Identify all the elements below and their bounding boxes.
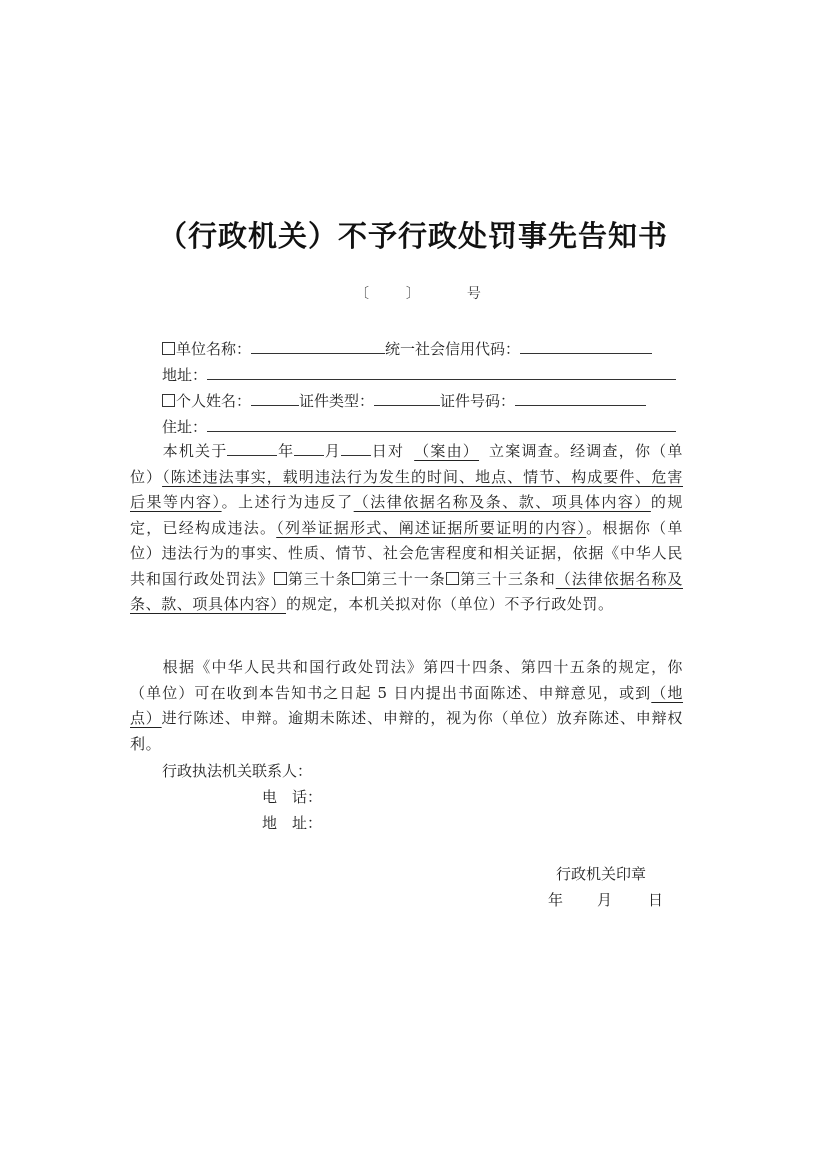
doc-number-open-bracket: 〔 <box>355 286 369 302</box>
month-field[interactable] <box>294 437 324 456</box>
article-31-label: 第三十一条 <box>365 569 446 588</box>
law-basis-field-1[interactable]: （法律依据名称及条、款、项具体内容） <box>353 493 651 511</box>
sign-year: 年 <box>548 891 564 909</box>
unit-checkbox[interactable] <box>162 342 175 355</box>
doc-number-suffix: 号 <box>466 286 481 302</box>
sign-month: 月 <box>597 891 613 909</box>
case-reason-field[interactable]: （案由） <box>414 442 480 460</box>
id-type-label: 证件类型： <box>299 392 375 410</box>
unit-address-label: 地址： <box>162 366 208 384</box>
year-field[interactable] <box>227 437 277 456</box>
credit-code-label: 统一社会信用代码： <box>385 340 521 358</box>
article-33-label: 第三十三条和 <box>459 569 556 588</box>
sign-day: 日 <box>648 891 664 909</box>
unit-address-row <box>162 361 676 385</box>
person-name-label: 个人姓名： <box>176 392 252 410</box>
document-number <box>355 283 481 303</box>
unit-address-field[interactable] <box>207 361 676 380</box>
para1-text-3: 。上述行为违反了 <box>221 493 354 511</box>
para2-text-2: 进行陈述、申辩。逾期未陈述、申辩的，视为你（单位）放弃陈述、申辩权利。 <box>130 709 684 753</box>
unit-name-label: 单位名称： <box>176 340 252 358</box>
article-30-checkbox[interactable] <box>274 572 287 585</box>
paragraph-rights <box>130 655 683 757</box>
day-field[interactable] <box>341 437 371 456</box>
article-33-checkbox[interactable] <box>446 572 459 585</box>
location-field[interactable]: （地点） <box>130 683 684 727</box>
unit-name-field[interactable] <box>251 335 385 354</box>
article-30-label: 第三十条 <box>287 569 352 588</box>
para1-text-6: 的规定，本机关拟对你（单位）不予行政处罚。 <box>286 595 614 613</box>
seal-label: 行政机关印章 <box>556 865 647 883</box>
para1-month: 月 <box>324 442 342 460</box>
unit-info-row <box>162 335 652 359</box>
contact-address-label: 地 址： <box>262 814 323 832</box>
person-info-row <box>162 387 646 411</box>
paragraph-facts <box>130 437 683 618</box>
id-type-field[interactable] <box>374 387 440 406</box>
para1-year: 年 <box>277 442 295 460</box>
contact-person-label: 行政执法机关联系人： <box>162 762 313 780</box>
credit-code-field[interactable] <box>520 335 652 354</box>
para1-text-4: 的规定，已经构成违法。 <box>130 493 683 537</box>
para1-text-2: 立案调查。经调查，你（单位） <box>130 442 683 486</box>
residence-label: 住址： <box>162 418 208 436</box>
residence-field[interactable] <box>207 413 676 432</box>
id-number-field[interactable] <box>515 387 646 406</box>
document-title: （行政机关）不予行政处罚事先告知书 <box>157 219 668 253</box>
evidence-field[interactable]: （列举证据形式、阐述证据所要证明的内容） <box>276 518 587 537</box>
para2-text-1: 根据《中华人民共和国行政处罚法》第四十四条、第四十五条的规定，你（单位）可在收到本告知书之日起 5 日内提出书面陈述、申辩意见，或到 <box>130 658 683 702</box>
doc-number-close-bracket: 〕 <box>405 286 420 302</box>
para1-day: 日对 <box>371 442 405 460</box>
para1-text-5: 。根据你（单位）违法行为的事实、性质、情节、社会危害程度和相关证据，依据《中华人民共和国行政处罚法》 <box>130 518 683 588</box>
residence-row <box>162 413 676 437</box>
article-31-checkbox[interactable] <box>352 572 365 585</box>
facts-field[interactable]: （陈述违法事实，载明违法行为发生的时间、地点、情节、构成要件、危害后果等内容） <box>130 467 683 511</box>
person-name-field[interactable] <box>251 387 299 406</box>
id-number-label: 证件号码： <box>440 392 516 410</box>
person-checkbox[interactable] <box>162 394 175 407</box>
contact-phone-label: 电 话： <box>262 788 323 806</box>
para1-text-1: 本机关于 <box>162 442 228 460</box>
law-basis-field-2[interactable]: （法律依据名称及条、款、项具体内容） <box>130 569 683 613</box>
